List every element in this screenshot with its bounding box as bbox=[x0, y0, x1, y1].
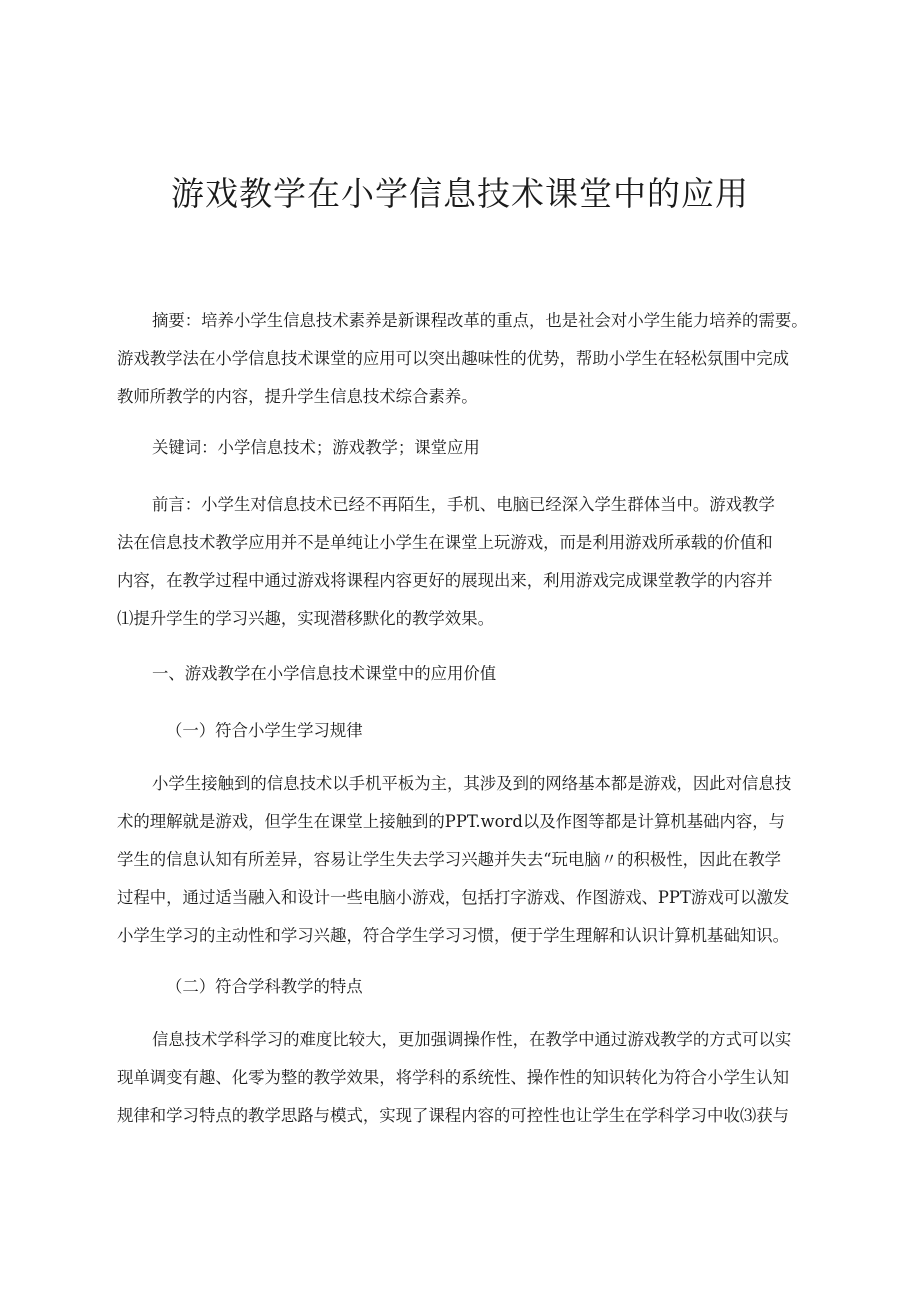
body-line: 规律和学习特点的教学思路与模式，实现了课程内容的可控性也让学生在学科学习中收⑶获与 bbox=[117, 1106, 790, 1125]
body-line: 小学生接触到的信息技术以手机平板为主，其涉及到的网络基本都是游戏，因此对信息技 bbox=[152, 774, 792, 793]
preface-line: ⑴提升学生的学习兴趣，实现潜移默化的教学效果。 bbox=[117, 609, 494, 628]
subsection-2-paragraph bbox=[117, 1021, 817, 1135]
body-line: 小学生学习的主动性和学习兴趣，符合学生学习习惯，便于学生理解和认识计算机基础知识。 bbox=[117, 926, 790, 945]
preface-line: 内容，在教学过程中通过游戏将课程内容更好的展现出来，利用游戏完成课堂教学的内容并 bbox=[117, 571, 773, 590]
body-line: 学生的信息认知有所差异，容易让学生失去学习兴趣并失去“玩电脑〃的积极性，因此在教学 bbox=[117, 850, 782, 869]
body-line: 信息技术学科学习的难度比较大，更加强调操作性，在教学中通过游戏教学的方式可以实 bbox=[152, 1030, 792, 1049]
abstract-line: 教师所教学的内容，提升学生信息技术综合素养。 bbox=[117, 387, 478, 406]
subsection-1-paragraph bbox=[117, 765, 817, 955]
section-heading: 一、游戏教学在小学信息技术课堂中的应用价值 bbox=[152, 664, 497, 683]
keywords-line: 关键词：小学信息技术；游戏教学；课堂应用 bbox=[152, 438, 480, 457]
abstract-line: 摘要：培养小学生信息技术素养是新课程改革的重点，也是社会对小学生能力培养的需要。 bbox=[152, 311, 808, 330]
preface-line: 法在信息技术教学应用并不是单纯让小学生在课堂上玩游戏，而是利用游戏所承载的价值和 bbox=[117, 533, 773, 552]
keywords-paragraph bbox=[117, 429, 817, 467]
subsection-heading: （一）符合小学生学习规律 bbox=[166, 721, 363, 740]
body-line: 现单调变有趣、化零为整的教学效果，将学科的系统性、操作性的知识转化为符合小学生认知 bbox=[117, 1068, 790, 1087]
preface-line: 前言：小学生对信息技术已经不再陌生，手机、电脑已经深入学生群体当中。游戏教学 bbox=[152, 495, 775, 514]
abstract-line: 游戏教学法在小学信息技术课堂的应用可以突出趣味性的优势，帮助小学生在轻松氛围中完成 bbox=[117, 349, 790, 368]
document-title: 游戏教学在小学信息技术课堂中的应用 bbox=[171, 174, 749, 213]
abstract-paragraph bbox=[117, 302, 817, 416]
preface-paragraph bbox=[117, 486, 817, 638]
body-line: 过程中，通过适当融入和设计一些电脑小游戏，包括打字游戏、作图游戏、PPT游戏可以激发 bbox=[117, 888, 790, 907]
subsection-heading: （二）符合学科教学的特点 bbox=[166, 977, 363, 996]
body-line: 术的理解就是游戏，但学生在课堂上接触到的PPT.word以及作图等都是计算机基础内容，与 bbox=[117, 812, 786, 831]
